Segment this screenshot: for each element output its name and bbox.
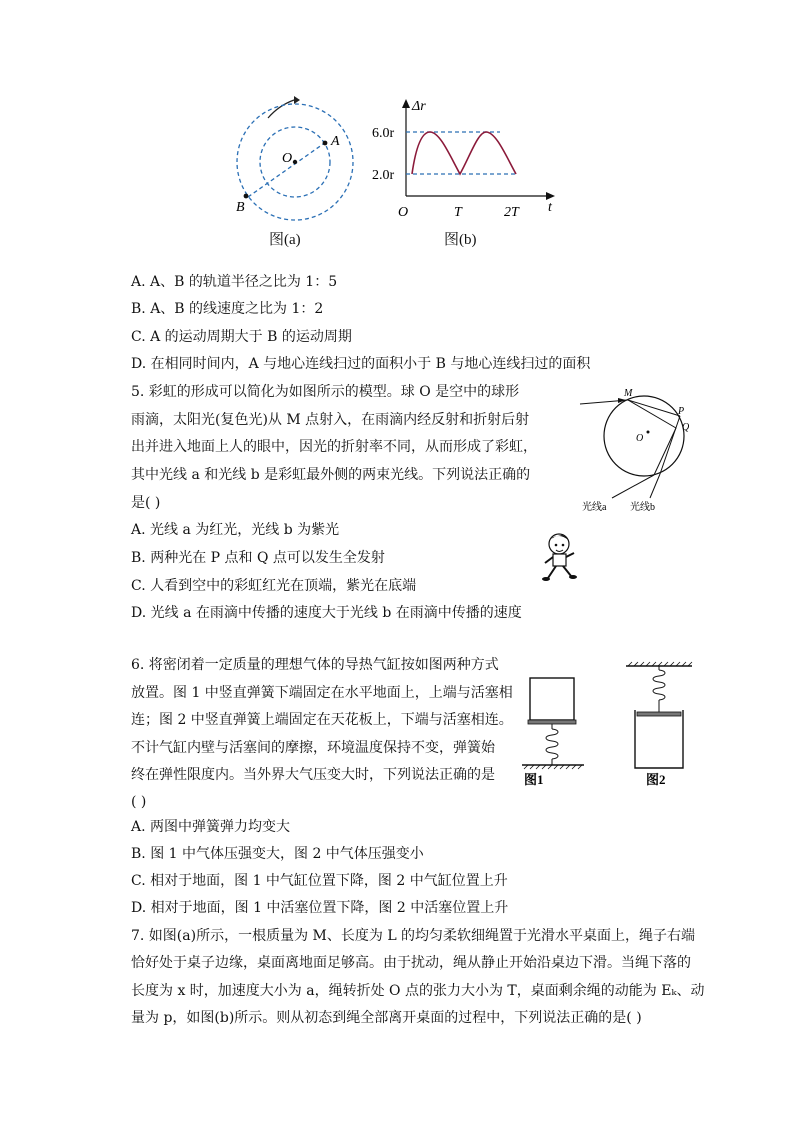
- label-ray-b: 光线b: [630, 502, 655, 513]
- figure-b-graph: [370, 96, 560, 224]
- q6-stem-1: 6. 将密闭着一定质量的理想气体的导热气缸按如图两种方式: [131, 657, 499, 673]
- q5-stem-5: 是( ): [131, 495, 161, 511]
- q5-stem-2: 雨滴，太阳光(复色光)从 M 点射入，在雨滴内经反射和折射后射: [131, 412, 530, 428]
- q4-option-c: C. A 的运动周期大于 B 的运动周期: [131, 329, 352, 345]
- q4-option-a: A. A、B 的轨道半径之比为 1：5: [131, 274, 338, 290]
- label-o-drop: O: [636, 433, 644, 444]
- q7-stem-4: 量为 p，如图(b)所示。则从初态到绳全部离开桌面的过程中，下列说法正确的是( ): [131, 1010, 642, 1026]
- x-label: t: [548, 200, 552, 215]
- tick-t: T: [454, 205, 462, 220]
- tick-o: O: [398, 205, 409, 220]
- y-axis-arrow: [402, 99, 410, 108]
- center-point: [293, 160, 297, 164]
- label-m: M: [624, 388, 633, 399]
- q5-stem-1: 5. 彩虹的形成可以简化为如图所示的模型。球 O 是空中的球形: [131, 384, 520, 400]
- q6-option-a: A. 两图中弹簧弹力均变大: [131, 819, 291, 835]
- q5-stem-3: 出并进入地面上人的眼中，因光的折射率不同，从而形成了彩虹，: [131, 439, 537, 455]
- ray-b-line: [650, 474, 660, 498]
- delta-r-curve: [412, 132, 516, 174]
- figure-a-orbits: [228, 92, 368, 222]
- q6-option-b: B. 图 1 中气体压强变大，图 2 中气体压强变小: [131, 846, 424, 862]
- running-kid-illustration: [538, 532, 580, 584]
- label-q: Q: [682, 422, 690, 433]
- q7-stem-1: 7. 如图(a)所示，一根质量为 M、长度为 L 的均匀柔软细绳置于光滑水平桌面上，绳子右端: [131, 928, 696, 944]
- rotation-arrowhead: [294, 96, 300, 104]
- point-b: [244, 194, 249, 199]
- q6-stem-3: 连；图 2 中竖直弹簧上端固定在天花板上，下端与活塞相连。: [131, 712, 513, 728]
- q5-stem-4: 其中光线 a 和光线 b 是彩虹最外侧的两束光线。下列说法正确的: [131, 467, 531, 483]
- q4-option-d: D. 在相同时间内，A 与地心连线扫过的面积小于 B 与地心连线扫过的面积: [131, 356, 591, 372]
- fig2-spring: [653, 670, 665, 700]
- q6-option-c: C. 相对于地面，图 1 中气缸位置下降，图 2 中气缸位置上升: [131, 873, 508, 889]
- q5-option-b: B. 两种光在 P 点和 Q 点可以发生全发射: [131, 550, 385, 566]
- q6-stem-4: 不计气缸内壁与活塞间的摩擦，环境温度保持不变，弹簧始: [131, 740, 495, 756]
- q6-stem-6: ( ): [131, 794, 147, 810]
- rotation-arrow: [268, 100, 294, 118]
- raindrop-figure: [572, 386, 702, 516]
- fig2-cylinder: [635, 710, 683, 768]
- tick-2r: 2.0r: [372, 168, 395, 183]
- y-label: Δr: [412, 99, 426, 114]
- label-b: B: [236, 200, 245, 215]
- label-a: A: [331, 134, 340, 149]
- q7-stem-2: 恰好处于桌子边缘，桌面离地面足够高。由于扰动，绳从静止开始沿桌边下滑。当绳下落的: [131, 955, 691, 971]
- tick-6r: 6.0r: [372, 126, 395, 141]
- q5-option-a: A. 光线 a 为红光，光线 b 为紫光: [131, 522, 340, 538]
- fig1-piston: [528, 720, 576, 724]
- fig2-piston: [637, 712, 681, 716]
- q6-option-d: D. 相对于地面，图 1 中活塞位置下降，图 2 中活塞位置上升: [131, 900, 509, 916]
- tick-2t: 2T: [504, 205, 519, 220]
- fig1-cylinder: [530, 678, 574, 720]
- figure-a-caption: 图(a): [269, 232, 301, 248]
- fig1-label: 图1: [524, 772, 544, 787]
- fig1-spring: [546, 729, 558, 759]
- q6-stem-2: 放置。图 1 中竖直弹簧下端固定在水平地面上，上端与活塞相: [131, 685, 513, 701]
- label-ray-a: 光线a: [582, 502, 607, 513]
- label-p: P: [678, 406, 685, 417]
- label-o: O: [282, 151, 293, 166]
- q4-option-b: B. A、B 的线速度之比为 1：2: [131, 301, 324, 317]
- q6-stem-5: 终在弹性限度内。当外界大气压变大时，下列说法正确的是: [131, 767, 495, 783]
- cylinder-figures: [516, 656, 708, 788]
- point-a: [323, 141, 328, 146]
- figure-b-caption: 图(b): [444, 232, 477, 248]
- q5-option-d: D. 光线 a 在雨滴中传播的速度大于光线 b 在雨滴中传播的速度: [131, 605, 522, 621]
- fig2-label: 图2: [646, 772, 666, 787]
- q7-stem-3: 长度为 x 时，加速度大小为 a，绳转折处 O 点的张力大小为 T，桌面剩余绳的动能为 Eₖ、动: [131, 983, 705, 999]
- q5-option-c: C. 人看到空中的彩虹红光在顶端，紫光在底端: [131, 578, 417, 594]
- x-axis-arrow: [546, 192, 555, 200]
- ray-a-line: [612, 475, 654, 498]
